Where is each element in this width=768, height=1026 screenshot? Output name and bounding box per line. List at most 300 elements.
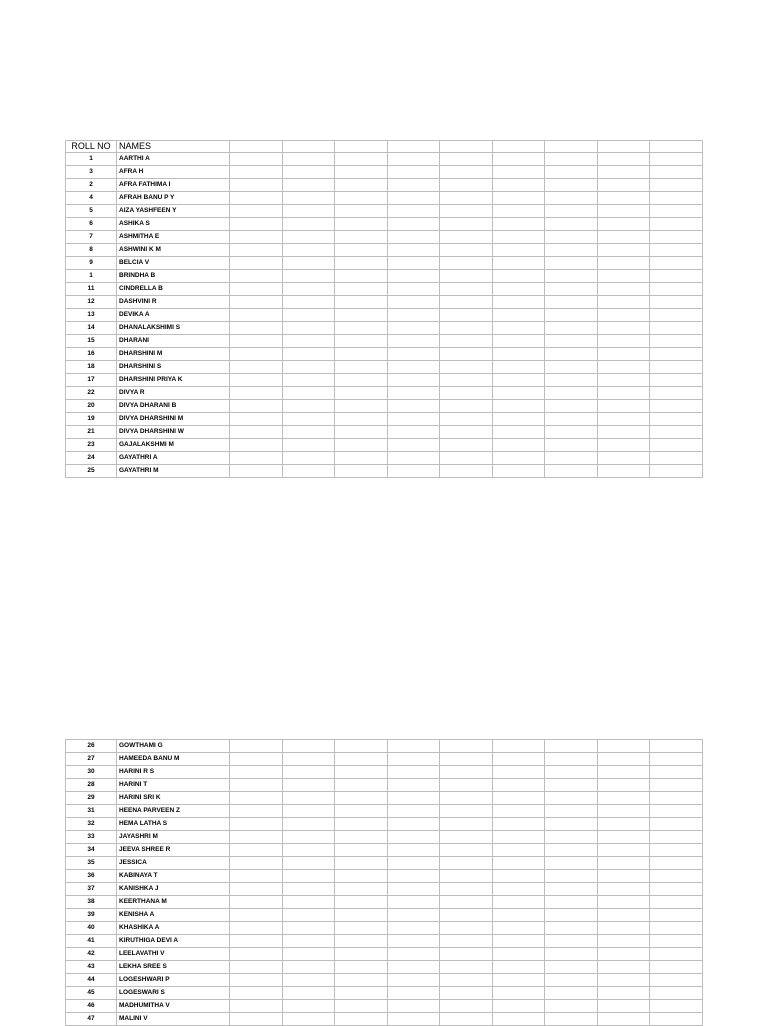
blank-cell xyxy=(545,961,598,974)
blank-cell xyxy=(492,870,545,883)
blank-cell xyxy=(230,166,283,179)
blank-cell xyxy=(335,883,388,896)
blank-cell xyxy=(545,426,598,439)
blank-cell xyxy=(440,753,493,766)
name-cell: KIRUTHIGA DEVI A xyxy=(117,935,230,948)
blank-cell xyxy=(650,270,703,283)
blank-cell xyxy=(492,335,545,348)
blank-cell xyxy=(492,831,545,844)
table-row xyxy=(66,296,703,309)
blank-cell xyxy=(492,1000,545,1013)
blank-cell xyxy=(387,1000,440,1013)
blank-cell xyxy=(440,374,493,387)
blank-cell xyxy=(335,348,388,361)
blank-cell xyxy=(440,400,493,413)
blank-cell xyxy=(230,779,283,792)
blank-cell xyxy=(545,870,598,883)
name-cell: LEELAVATHI V xyxy=(117,948,230,961)
table-row xyxy=(66,257,703,270)
blank-cell xyxy=(545,974,598,987)
table-row xyxy=(66,831,703,844)
roll-no-cell: 1 xyxy=(66,270,117,283)
blank-cell xyxy=(230,766,283,779)
table-row xyxy=(66,335,703,348)
blank-cell xyxy=(440,909,493,922)
blank-cell xyxy=(597,922,650,935)
blank-cell xyxy=(335,844,388,857)
blank-cell xyxy=(597,426,650,439)
name-cell: DASHVINI R xyxy=(117,296,230,309)
name-cell: KABINAYA T xyxy=(117,870,230,883)
table-row xyxy=(66,805,703,818)
blank-cell xyxy=(545,766,598,779)
roll-no-cell: 41 xyxy=(66,935,117,948)
blank-cell xyxy=(650,374,703,387)
name-cell: GAYATHRI M xyxy=(117,465,230,478)
name-cell: LEKHA SREE S xyxy=(117,961,230,974)
blank-cell xyxy=(492,792,545,805)
blank-cell xyxy=(335,922,388,935)
blank-cell xyxy=(387,179,440,192)
blank-cell xyxy=(650,179,703,192)
blank-cell xyxy=(282,426,335,439)
blank-cell xyxy=(545,322,598,335)
blank-cell xyxy=(335,270,388,283)
blank-cell xyxy=(597,740,650,753)
blank-cell xyxy=(387,818,440,831)
blank-cell xyxy=(387,857,440,870)
blank-cell xyxy=(597,153,650,166)
blank-cell xyxy=(545,374,598,387)
name-cell: JAYASHRI M xyxy=(117,831,230,844)
roll-no-cell: 38 xyxy=(66,896,117,909)
blank-cell xyxy=(335,766,388,779)
blank-cell xyxy=(387,740,440,753)
blank-cell xyxy=(230,818,283,831)
blank-cell xyxy=(230,309,283,322)
roll-no-cell: 27 xyxy=(66,753,117,766)
blank-cell xyxy=(545,166,598,179)
blank-cell xyxy=(282,935,335,948)
blank-cell xyxy=(387,805,440,818)
table-row xyxy=(66,153,703,166)
blank-cell xyxy=(230,270,283,283)
blank-cell xyxy=(440,335,493,348)
table-row xyxy=(66,870,703,883)
blank-cell xyxy=(650,400,703,413)
blank-cell xyxy=(335,935,388,948)
blank-cell xyxy=(230,961,283,974)
roll-no-cell: 20 xyxy=(66,400,117,413)
roll-no-cell: 11 xyxy=(66,283,117,296)
blank-cell xyxy=(650,935,703,948)
blank-cell xyxy=(597,348,650,361)
roll-no-cell: 29 xyxy=(66,792,117,805)
blank-cell xyxy=(387,935,440,948)
blank-cell xyxy=(545,257,598,270)
blank-cell xyxy=(440,309,493,322)
blank-cell xyxy=(335,257,388,270)
blank-cell xyxy=(545,244,598,257)
roll-no-cell: 32 xyxy=(66,818,117,831)
attendance-table-page-1 xyxy=(65,140,703,478)
blank-cell xyxy=(282,909,335,922)
blank-cell xyxy=(282,179,335,192)
blank-cell xyxy=(650,909,703,922)
blank-cell xyxy=(282,948,335,961)
blank-cell xyxy=(650,166,703,179)
blank-cell xyxy=(335,818,388,831)
blank-cell xyxy=(650,348,703,361)
blank-cell xyxy=(440,740,493,753)
table-row xyxy=(66,218,703,231)
name-cell: KHASHIKA A xyxy=(117,922,230,935)
roll-no-cell: 1 xyxy=(66,153,117,166)
blank-cell xyxy=(230,296,283,309)
blank-cell xyxy=(597,909,650,922)
blank-cell xyxy=(545,831,598,844)
blank-cell xyxy=(650,141,703,153)
blank-cell xyxy=(650,753,703,766)
table-row xyxy=(66,883,703,896)
blank-cell xyxy=(230,141,283,153)
blank-cell xyxy=(230,413,283,426)
blank-cell xyxy=(282,387,335,400)
blank-cell xyxy=(335,244,388,257)
roll-no-cell: 6 xyxy=(66,218,117,231)
blank-cell xyxy=(282,961,335,974)
blank-cell xyxy=(335,374,388,387)
blank-cell xyxy=(650,231,703,244)
blank-cell xyxy=(440,141,493,153)
blank-cell xyxy=(282,870,335,883)
blank-cell xyxy=(387,922,440,935)
blank-cell xyxy=(492,883,545,896)
blank-cell xyxy=(492,218,545,231)
table-row xyxy=(66,192,703,205)
table-row xyxy=(66,766,703,779)
blank-cell xyxy=(387,387,440,400)
blank-cell xyxy=(597,948,650,961)
blank-cell xyxy=(492,452,545,465)
blank-cell xyxy=(492,818,545,831)
name-cell: KENISHA A xyxy=(117,909,230,922)
blank-cell xyxy=(650,974,703,987)
blank-cell xyxy=(492,387,545,400)
table-row xyxy=(66,374,703,387)
table-row xyxy=(66,244,703,257)
blank-cell xyxy=(387,205,440,218)
name-cell: HEMA LATHA S xyxy=(117,818,230,831)
name-cell: DHARSHINI PRIYA K xyxy=(117,374,230,387)
blank-cell xyxy=(545,844,598,857)
blank-cell xyxy=(230,909,283,922)
blank-cell xyxy=(650,779,703,792)
blank-cell xyxy=(335,400,388,413)
roll-no-cell: 18 xyxy=(66,361,117,374)
blank-cell xyxy=(387,961,440,974)
blank-cell xyxy=(545,270,598,283)
blank-cell xyxy=(650,1000,703,1013)
blank-cell xyxy=(492,309,545,322)
blank-cell xyxy=(440,179,493,192)
blank-cell xyxy=(230,218,283,231)
roll-no-cell: 25 xyxy=(66,465,117,478)
blank-cell xyxy=(492,922,545,935)
blank-cell xyxy=(545,883,598,896)
blank-cell xyxy=(335,153,388,166)
blank-cell xyxy=(440,974,493,987)
blank-cell xyxy=(335,322,388,335)
blank-cell xyxy=(650,296,703,309)
blank-cell xyxy=(282,896,335,909)
name-cell: MALINI V xyxy=(117,1013,230,1026)
blank-cell xyxy=(387,361,440,374)
table-row xyxy=(66,948,703,961)
blank-cell xyxy=(387,218,440,231)
blank-cell xyxy=(230,935,283,948)
blank-cell xyxy=(387,283,440,296)
blank-cell xyxy=(492,166,545,179)
table-row xyxy=(66,935,703,948)
roll-no-cell: 40 xyxy=(66,922,117,935)
blank-cell xyxy=(335,452,388,465)
blank-cell xyxy=(492,153,545,166)
blank-cell xyxy=(230,857,283,870)
blank-cell xyxy=(282,141,335,153)
table-row xyxy=(66,179,703,192)
blank-cell xyxy=(440,883,493,896)
blank-cell xyxy=(492,948,545,961)
table-row xyxy=(66,413,703,426)
blank-cell xyxy=(230,844,283,857)
name-cell: AIZA YASHFEEN Y xyxy=(117,205,230,218)
blank-cell xyxy=(492,961,545,974)
blank-cell xyxy=(230,1000,283,1013)
blank-cell xyxy=(492,244,545,257)
blank-cell xyxy=(492,465,545,478)
blank-cell xyxy=(440,452,493,465)
roll-no-cell: 9 xyxy=(66,257,117,270)
blank-cell xyxy=(597,192,650,205)
blank-cell xyxy=(387,465,440,478)
blank-cell xyxy=(597,296,650,309)
blank-cell xyxy=(440,387,493,400)
blank-cell xyxy=(545,309,598,322)
name-cell: HAMEEDA BANU M xyxy=(117,753,230,766)
blank-cell xyxy=(492,935,545,948)
blank-cell xyxy=(282,452,335,465)
blank-cell xyxy=(230,153,283,166)
blank-cell xyxy=(282,335,335,348)
blank-cell xyxy=(335,179,388,192)
blank-cell xyxy=(335,387,388,400)
roll-no-cell: 23 xyxy=(66,439,117,452)
blank-cell xyxy=(545,218,598,231)
name-cell: AARTHI A xyxy=(117,153,230,166)
blank-cell xyxy=(387,909,440,922)
blank-cell xyxy=(230,179,283,192)
name-cell: ASHMITHA E xyxy=(117,231,230,244)
blank-cell xyxy=(335,205,388,218)
blank-cell xyxy=(282,322,335,335)
blank-cell xyxy=(440,439,493,452)
blank-cell xyxy=(282,883,335,896)
blank-cell xyxy=(650,961,703,974)
blank-cell xyxy=(335,1000,388,1013)
blank-cell xyxy=(492,141,545,153)
blank-cell xyxy=(545,896,598,909)
blank-cell xyxy=(597,231,650,244)
name-cell: GAJALAKSHMI M xyxy=(117,439,230,452)
blank-cell xyxy=(230,335,283,348)
blank-cell xyxy=(492,413,545,426)
blank-cell xyxy=(335,296,388,309)
blank-cell xyxy=(597,935,650,948)
blank-cell xyxy=(545,452,598,465)
blank-cell xyxy=(650,426,703,439)
blank-cell xyxy=(597,309,650,322)
blank-cell xyxy=(387,296,440,309)
table-row xyxy=(66,348,703,361)
blank-cell xyxy=(335,974,388,987)
blank-cell xyxy=(230,374,283,387)
roll-no-cell: 7 xyxy=(66,231,117,244)
blank-cell xyxy=(230,400,283,413)
name-cell: DHARANI xyxy=(117,335,230,348)
roll-no-cell: 45 xyxy=(66,987,117,1000)
blank-cell xyxy=(597,452,650,465)
blank-cell xyxy=(282,205,335,218)
blank-cell xyxy=(335,948,388,961)
name-cell: GAYATHRI A xyxy=(117,452,230,465)
blank-cell xyxy=(440,792,493,805)
blank-cell xyxy=(597,870,650,883)
blank-cell xyxy=(230,439,283,452)
blank-cell xyxy=(492,205,545,218)
table-row xyxy=(66,909,703,922)
blank-cell xyxy=(230,231,283,244)
blank-cell xyxy=(282,296,335,309)
blank-cell xyxy=(597,374,650,387)
blank-cell xyxy=(387,753,440,766)
blank-cell xyxy=(335,439,388,452)
blank-cell xyxy=(650,192,703,205)
blank-cell xyxy=(387,766,440,779)
blank-cell xyxy=(230,740,283,753)
table-row xyxy=(66,740,703,753)
blank-cell xyxy=(597,831,650,844)
blank-cell xyxy=(440,166,493,179)
blank-cell xyxy=(335,857,388,870)
blank-cell xyxy=(650,413,703,426)
blank-cell xyxy=(230,805,283,818)
blank-cell xyxy=(597,257,650,270)
blank-cell xyxy=(545,857,598,870)
blank-cell xyxy=(282,831,335,844)
blank-cell xyxy=(335,961,388,974)
blank-cell xyxy=(545,935,598,948)
blank-cell xyxy=(230,361,283,374)
blank-cell xyxy=(597,413,650,426)
blank-cell xyxy=(282,792,335,805)
roll-no-cell: 19 xyxy=(66,413,117,426)
blank-cell xyxy=(440,296,493,309)
blank-cell xyxy=(440,896,493,909)
blank-cell xyxy=(335,413,388,426)
roll-no-cell: 22 xyxy=(66,387,117,400)
roll-no-cell: 31 xyxy=(66,805,117,818)
blank-cell xyxy=(545,792,598,805)
blank-cell xyxy=(545,922,598,935)
blank-cell xyxy=(387,270,440,283)
blank-cell xyxy=(597,218,650,231)
blank-cell xyxy=(440,218,493,231)
blank-cell xyxy=(335,192,388,205)
blank-cell xyxy=(282,818,335,831)
blank-cell xyxy=(545,439,598,452)
blank-cell xyxy=(650,361,703,374)
blank-cell xyxy=(230,922,283,935)
blank-cell xyxy=(335,426,388,439)
blank-cell xyxy=(335,805,388,818)
blank-cell xyxy=(440,413,493,426)
blank-cell xyxy=(545,153,598,166)
table-row xyxy=(66,844,703,857)
blank-cell xyxy=(335,987,388,1000)
blank-cell xyxy=(282,1000,335,1013)
roll-no-cell: 4 xyxy=(66,192,117,205)
blank-cell xyxy=(335,870,388,883)
blank-cell xyxy=(650,257,703,270)
name-cell: DHARSHINI S xyxy=(117,361,230,374)
blank-cell xyxy=(335,309,388,322)
name-cell: JESSICA xyxy=(117,857,230,870)
blank-cell xyxy=(230,870,283,883)
blank-cell xyxy=(650,205,703,218)
roll-no-cell: 47 xyxy=(66,1013,117,1026)
blank-cell xyxy=(440,857,493,870)
name-cell: ASHWINI K M xyxy=(117,244,230,257)
blank-cell xyxy=(597,883,650,896)
blank-cell xyxy=(545,740,598,753)
blank-cell xyxy=(650,387,703,400)
blank-cell xyxy=(545,805,598,818)
blank-cell xyxy=(282,779,335,792)
blank-cell xyxy=(492,231,545,244)
blank-cell xyxy=(492,740,545,753)
blank-cell xyxy=(335,141,388,153)
blank-cell xyxy=(492,974,545,987)
blank-cell xyxy=(597,439,650,452)
table-row xyxy=(66,792,703,805)
table-row xyxy=(66,270,703,283)
roll-no-cell: 44 xyxy=(66,974,117,987)
blank-cell xyxy=(597,179,650,192)
name-cell: DIVYA DHARSHINI M xyxy=(117,413,230,426)
blank-cell xyxy=(545,205,598,218)
blank-cell xyxy=(650,844,703,857)
blank-cell xyxy=(440,844,493,857)
blank-cell xyxy=(282,309,335,322)
blank-cell xyxy=(440,948,493,961)
blank-cell xyxy=(335,335,388,348)
blank-cell xyxy=(387,844,440,857)
roll-no-cell: 39 xyxy=(66,909,117,922)
roll-no-cell: 17 xyxy=(66,374,117,387)
blank-cell xyxy=(282,753,335,766)
blank-cell xyxy=(387,426,440,439)
